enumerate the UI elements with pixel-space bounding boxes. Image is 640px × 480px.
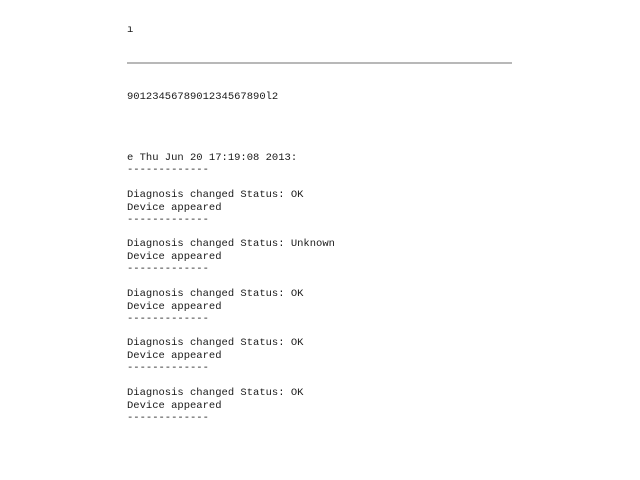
status-line: Diagnosis changed Status: Unknown	[127, 238, 335, 250]
entry-separator: -------------	[127, 214, 209, 226]
log-entry	[127, 337, 303, 375]
entry-separator: -------------	[127, 362, 209, 374]
status-line: Diagnosis changed Status: OK	[127, 288, 304, 300]
event-line: Device appeared	[127, 201, 222, 214]
event-line: Device appeared	[127, 349, 222, 362]
event-line: Device appeared	[127, 300, 222, 313]
event-line: Device appeared	[127, 399, 222, 412]
entry-separator: -------------	[127, 412, 209, 424]
log-viewport[interactable]	[127, 0, 640, 480]
log-entry	[127, 238, 335, 276]
header-separator: -------------	[127, 164, 209, 176]
log-entry	[127, 288, 303, 326]
id-number-line: 9012345678901234567890l2	[127, 91, 279, 103]
status-line: Diagnosis changed Status: OK	[127, 337, 304, 349]
status-line: Diagnosis changed Status: OK	[127, 189, 304, 201]
clipped-header-text: ı	[127, 24, 134, 36]
horizontal-rule	[127, 62, 512, 64]
log-entry	[127, 387, 303, 425]
event-line: Device appeared	[127, 250, 222, 263]
log-entry	[127, 189, 303, 227]
log-date-line: e Thu Jun 20 17:19:08 2013:	[127, 152, 298, 164]
entry-separator: -------------	[127, 263, 209, 275]
entry-separator: -------------	[127, 313, 209, 325]
status-line: Diagnosis changed Status: OK	[127, 387, 304, 399]
